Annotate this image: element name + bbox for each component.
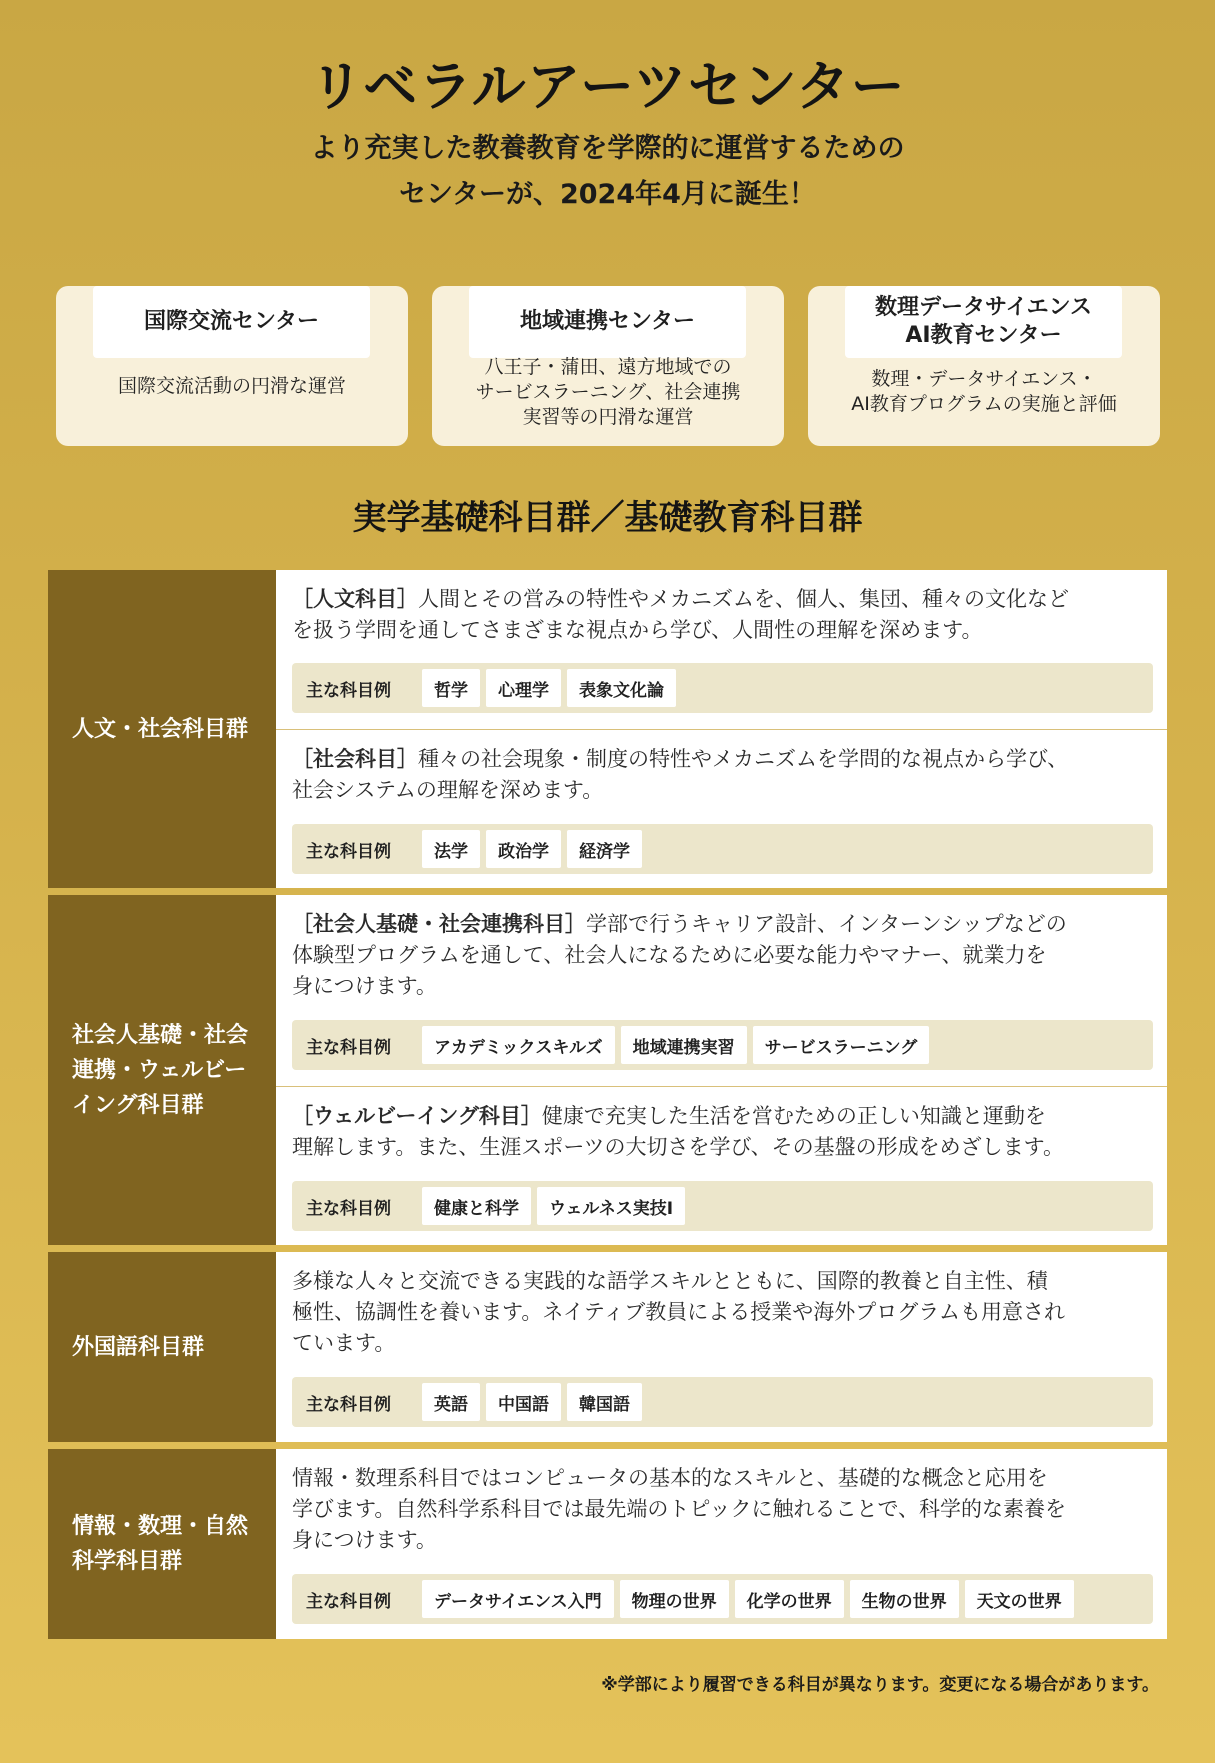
examples-bar (292, 824, 1153, 874)
subject-text: 学部で行うキャリア設計、インターンシップなどの 体験型プログラムを通して、社会人になるために必要な能力やマナー、就業力を 身につけます。 (292, 912, 1067, 998)
centers-row (56, 248, 1160, 448)
subject-description (292, 1101, 1127, 1163)
example-chip: 健康と科学 (422, 1187, 531, 1225)
subject-social (276, 730, 1167, 888)
group-label: 外国語科目群 (48, 1252, 276, 1442)
center-name: 数理データサイエンス AI教育センター (845, 286, 1122, 358)
example-chip: 法学 (422, 830, 480, 868)
section-title: 実学基礎科目群／基礎教育科目群 (352, 498, 863, 538)
footnote: ※学部により履習できる科目が異なります。変更になる場合があります。 (601, 1675, 1159, 1695)
subject-tag: ［社会科目］ (292, 747, 418, 771)
example-chip: 韓国語 (567, 1383, 642, 1421)
example-chip: データサイエンス入門 (422, 1580, 614, 1618)
examples-label: 主な科目例 (306, 680, 391, 701)
subject-text: 種々の社会現象・制度の特性やメカニズムを学問的な視点から学び、 社会システムの理解を深めます。 (292, 747, 1069, 802)
subject-text: 健康で充実した生活を営むための正しい知識と運動を 理解します。また、生涯スポーツの大切さを学び、その基盤の形成をめざします。 (292, 1104, 1064, 1159)
subject-text: 人間とその営みの特性やメカニズムを、個人、集団、種々の文化など を扱う学問を通してさまざまな視点から学び、人間性の理解を深めます。 (292, 587, 1069, 642)
subject-wellbeing (276, 1087, 1167, 1245)
center-name: 地域連携センター (469, 286, 746, 358)
subject-description: 多様な人々と交流できる実践的な語学スキルとともに、国際的教養と自主性、積 極性、協調性を養います。ネイティブ教員による授業や海外プログラムも用意され ています。 (292, 1269, 1066, 1355)
example-chip: アカデミックスキルズ (422, 1026, 615, 1064)
example-chip: サービスラーニング (753, 1026, 930, 1064)
examples-label: 主な科目例 (306, 1198, 391, 1219)
subject-tag: ［ウェルビーイング科目］ (292, 1104, 542, 1128)
example-chip: 英語 (422, 1383, 480, 1421)
page-title: リベラルアーツセンター (309, 55, 906, 118)
group-body (276, 1252, 1167, 1442)
example-chip: 物理の世界 (620, 1580, 729, 1618)
subject-foreign-language (276, 1252, 1167, 1442)
example-chip: 生物の世界 (850, 1580, 959, 1618)
group-info-math-science (48, 1449, 1167, 1639)
examples-label: 主な科目例 (306, 1037, 391, 1058)
subject-description (292, 584, 1127, 646)
center-name: 国際交流センター (93, 286, 370, 358)
center-description: 国際交流活動の円滑な運営 (117, 374, 346, 397)
subject-info-math-science (276, 1449, 1167, 1639)
examples-label: 主な科目例 (306, 1591, 391, 1612)
examples-bar (292, 1377, 1153, 1427)
examples-bar (292, 1574, 1153, 1624)
example-chip: ウェルネス実技Ⅰ (537, 1187, 685, 1225)
group-career-wellbeing (48, 895, 1167, 1245)
example-chip: 天文の世界 (965, 1580, 1074, 1618)
examples-label: 主な科目例 (306, 841, 391, 862)
subject-tag: ［社会人基礎・社会連携科目］ (292, 912, 586, 936)
center-card-data-science (808, 286, 1160, 446)
subject-career (276, 895, 1167, 1087)
example-chip: 心理学 (486, 669, 561, 707)
group-humanities-social (48, 570, 1167, 888)
subject-description: 情報・数理系科目ではコンピュータの基本的なスキルと、基礎的な概念と応用を 学びます。自然科学系科目では最先端のトピックに触れることで、科学的な素養を 身につけます。 (292, 1466, 1067, 1552)
group-body (276, 895, 1167, 1245)
examples-bar (292, 1020, 1153, 1070)
example-chip: 経済学 (567, 830, 642, 868)
group-foreign-language (48, 1252, 1167, 1442)
group-label: 情報・数理・自然 科学科目群 (48, 1449, 276, 1639)
examples-bar (292, 663, 1153, 713)
group-body (276, 1449, 1167, 1639)
page-subtitle: より充実した教養教育を学際的に運営するための センターが、2024年4月に誕生！ (310, 133, 905, 210)
group-body (276, 570, 1167, 888)
example-chip: 化学の世界 (735, 1580, 844, 1618)
example-chip: 表象文化論 (567, 669, 676, 707)
example-chip: 政治学 (486, 830, 561, 868)
example-chip: 中国語 (486, 1383, 561, 1421)
subject-description (292, 909, 1127, 1002)
center-description: 数理・データサイエンス・ AI教育プログラムの実施と評価 (851, 368, 1117, 415)
example-chip: 地域連携実習 (621, 1026, 747, 1064)
center-description: 八王子・蒲田、遠方地域での サービスラーニング、社会連携 実習等の円滑な運営 (475, 355, 741, 428)
example-chip: 哲学 (422, 669, 480, 707)
examples-bar (292, 1181, 1153, 1231)
subject-tag: ［人文科目］ (292, 587, 418, 611)
center-card-international (56, 286, 408, 446)
subject-description (292, 744, 1127, 806)
group-label: 人文・社会科目群 (48, 570, 276, 888)
subject-humanities (276, 570, 1167, 730)
examples-label: 主な科目例 (306, 1394, 391, 1415)
center-card-regional (432, 286, 784, 446)
group-label: 社会人基礎・社会 連携・ウェルビー イング科目群 (48, 895, 276, 1245)
